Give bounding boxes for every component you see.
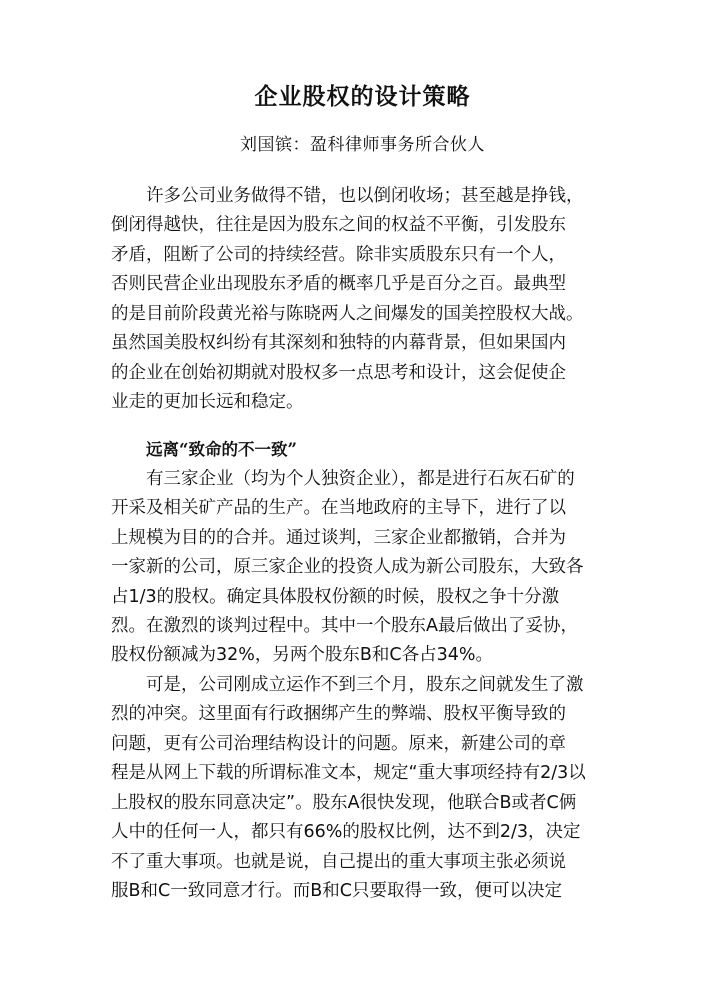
- section-heading: 远离“致命的不一致”: [146, 440, 297, 459]
- text-line: 占1/3的股权。确定具体股权份额的时候，股权之争十分激: [111, 587, 560, 607]
- text-line: 许多公司业务做得不错，也以倒闭收场；甚至越是挣钱，: [146, 186, 584, 206]
- author-line: 刘国镔：盈科律师事务所合伙人: [240, 135, 485, 155]
- text-line: 股权份额减为32%，另两个股东B和C各占34%。: [111, 645, 494, 665]
- text-line: 上股权的股东同意决定”。股东A很快发现，他联合B或者C俩: [111, 793, 577, 813]
- text-line: 程是从网上下载的所谓标准文本，规定“重大事项经持有2/3以: [111, 763, 586, 783]
- text-line: 开采及相关矿产品的生产。在当地政府的主导下，进行了以: [111, 498, 566, 518]
- document-title: 企业股权的设计策略: [254, 83, 471, 110]
- text-line: 否则民营企业出现股东矛盾的概率几乎是百分之百。最典型: [111, 274, 566, 294]
- text-line: 不了重大事项。也就是说，自己提出的重大事项主张必须说: [111, 852, 566, 872]
- text-line: 问题，更有公司治理结构设计的问题。原来，新建公司的章: [111, 734, 566, 754]
- text-line: 虽然国美股权纠纷有其深刻和独特的内幕背景，但如果国内: [111, 333, 566, 353]
- text-line: 一家新的公司，原三家企业的投资人成为新公司股东，大致各: [111, 557, 584, 577]
- text-line: 服B和C一致同意才行。而B和C只要取得一致，便可以决定: [111, 881, 562, 901]
- text-line: 的是目前阶段黄光裕与陈晓两人之间爆发的国美控股权大战。: [111, 304, 584, 324]
- text-line: 人中的任何一人，都只有66%的股权比例，达不到2/3，决定: [111, 822, 581, 842]
- text-line: 业走的更加长远和稳定。: [111, 392, 304, 412]
- text-line: 有三家企业（均为个人独资企业），都是进行石灰石矿的: [146, 469, 575, 489]
- text-line: 烈。在激烈的谈判过程中。其中一个股东A最后做出了妥协，: [111, 616, 578, 636]
- text-line: 矛盾，阻断了公司的持续经营。除非实质股东只有一个人，: [111, 245, 566, 265]
- text-line: 的企业在创始初期就对股权多一点思考和设计，这会促使企: [111, 363, 566, 383]
- text-line: 可是，公司刚成立运作不到三个月，股东之间就发生了激: [146, 675, 584, 695]
- text-line: 上规模为目的的合并。通过谈判，三家企业都撤销，合并为: [111, 528, 566, 548]
- text-line: 烈的冲突。这里面有行政捆绑产生的弊端、股权平衡导致的: [111, 704, 566, 724]
- text-line: 倒闭得越快，往往是因为股东之间的权益不平衡，引发股东: [111, 215, 566, 235]
